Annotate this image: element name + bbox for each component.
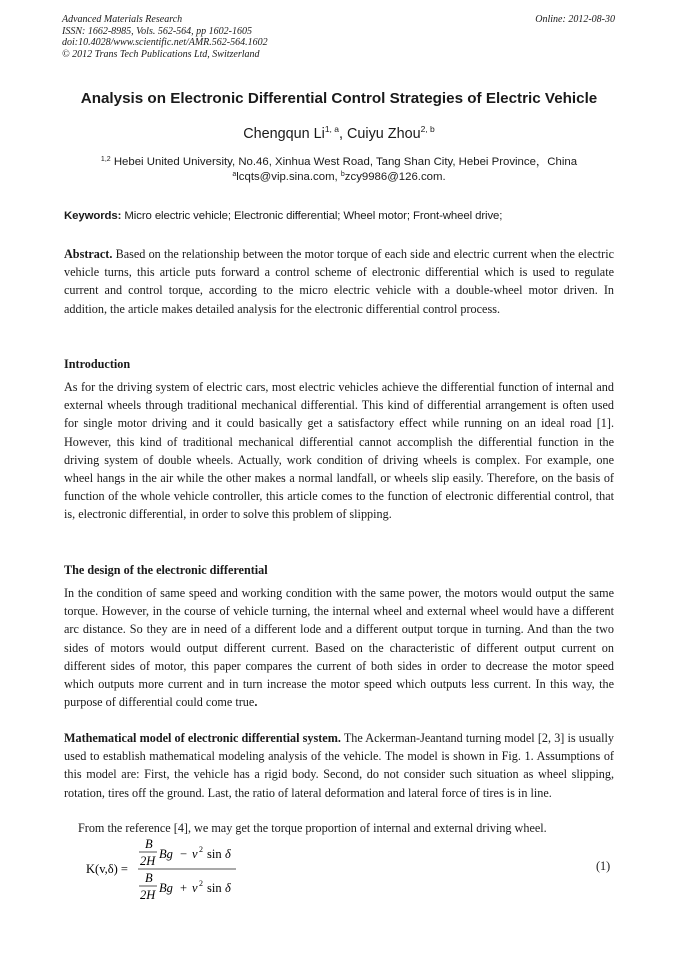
denominator-sin: sin [207, 881, 222, 895]
author-name: Chengqun Li [243, 126, 325, 142]
author-superscript: 2, b [420, 124, 435, 134]
author-separator: , [339, 126, 348, 142]
email-link[interactable]: zcy9986@126.com. [344, 171, 446, 183]
email-link[interactable]: lcqts@vip.sina.com, [236, 171, 341, 183]
denominator-exponent: 2 [199, 879, 203, 888]
numerator-exponent: 2 [199, 845, 203, 854]
math-model-paragraph [64, 729, 614, 802]
denominator-B: B [145, 871, 153, 885]
keywords-text: Micro electric vehicle; Electronic differential; Wheel motor; Front-wheel drive; [121, 210, 503, 222]
email-superscript: b [340, 171, 345, 178]
numerator-Bg: Bg [159, 847, 173, 861]
abstract-label: Abstract. [64, 247, 113, 261]
numerator-sin: sin [207, 847, 222, 861]
numerator-v: v [192, 847, 198, 861]
paper-title: Analysis on Electronic Differential Control Strategies of Electric Vehicle [80, 90, 598, 107]
design-paragraph [64, 584, 614, 711]
equation-number: (1) [596, 859, 611, 873]
numerator-minus: − [180, 847, 188, 861]
keywords-label: Keywords: [64, 210, 122, 222]
section-heading: Introduction [64, 357, 131, 371]
abstract-text: Based on the relationship between the motor torque of each side and electric current when the electric vehicle turns, this article puts forward a control scheme of electronic differential which is used to regulate current and control torque, according to the micro electric vehicle with a double-wheel motor driven. In addition, the article makes detailed analysis for the electronic differential control process. [64, 247, 614, 316]
affiliation-superscript: 1,2 [100, 156, 111, 163]
design-end: . [254, 695, 258, 710]
author-superscript: 1, a [324, 124, 340, 134]
denominator-v: v [192, 881, 198, 895]
equation-lhs: K(v,δ) = [86, 862, 128, 876]
denominator-delta: δ [225, 881, 231, 895]
introduction-paragraph: As for the driving system of electric cars, most electric vehicles achieve the differential function of internal and external wheels through traditional mechanical differential. This kind of differential arrangement is often used for single motor driving and it could basically get a satisfactory effect while running on an ideal road [1]. However, this kind of traditional mechanical differential cannot accomplish the differential function in the driving system of double wheels. Actually, work condition of driving wheels is complex. For example, one wheel hangs in the air while the other makes a normal landfall, or wheels slip easily. Therefore, on the basis of function of the whole vehicle controller, this article comes to the function of electronic differential control, that is, electronic differential, in order to solve this problem of slipping. [64, 380, 614, 522]
math-model-text: The Ackerman-Jeantand turning model [2, 3] is usually used to establish mathematical modeling analysis of the vehicle. The model is shown in Fig. 1. Assumptions of this model are: First, the vehicle has a rigid body. Second, do not consider such situation as wheel slipping, rotation, tires off the ground. Last, the ratio of lateral deformation and lateral force of tires is in line. [64, 731, 614, 800]
affiliation-text: Hebei United University, No.46, Xinhua West Road, Tang Shan City, Hebei Province，China [113, 156, 578, 168]
equation-1 [86, 836, 266, 902]
reference-paragraph: From the reference [4], we may get the torque proportion of internal and external driving wheel. [78, 821, 547, 835]
denominator-plus: + [180, 881, 188, 895]
subsection-heading: Mathematical model of electronic differential system. [64, 731, 341, 745]
online-date: Online: 2012-08-30 [535, 14, 615, 25]
doi-line: doi:10.4028/www.scientific.net/AMR.562-564.1602 [62, 37, 268, 48]
design-text: In the condition of same speed and working condition with the same power, the motors would output the same torque. However, in the course of vehicle turning, the internal wheel and external wheel would have a different arc distance. So they are in need of a different lode and a different output torque in turning. And than the two sides of motors would output different current. Based on the characteristic of different output current on different sides of motor, this paper compares the current of both sides in order to decrease the motor speed which outputs more current and in turn increase the motor speed which outputs less current. In this way, the purpose of differential could come true [64, 586, 614, 710]
email-superscript: a [232, 171, 237, 178]
section-heading: The design of the electronic differential [64, 563, 268, 577]
author-line [0, 124, 678, 142]
copyright-line: © 2012 Trans Tech Publications Ltd, Switzerland [62, 48, 260, 60]
abstract [64, 245, 614, 318]
denominator-2H: 2H [140, 888, 156, 902]
affiliation [0, 153, 678, 169]
issn-line: ISSN: 1662-8985, Vols. 562-564, pp 1602-1605 [62, 25, 252, 37]
numerator-B: B [145, 837, 153, 851]
email-line [0, 171, 678, 183]
journal-name: Advanced Materials Research [62, 14, 183, 25]
numerator-delta: δ [225, 847, 231, 861]
author-name: Cuiyu Zhou [347, 126, 421, 142]
numerator-2H: 2H [140, 854, 156, 868]
keywords [64, 210, 616, 222]
denominator-Bg: Bg [159, 881, 173, 895]
journal-header [62, 14, 268, 60]
